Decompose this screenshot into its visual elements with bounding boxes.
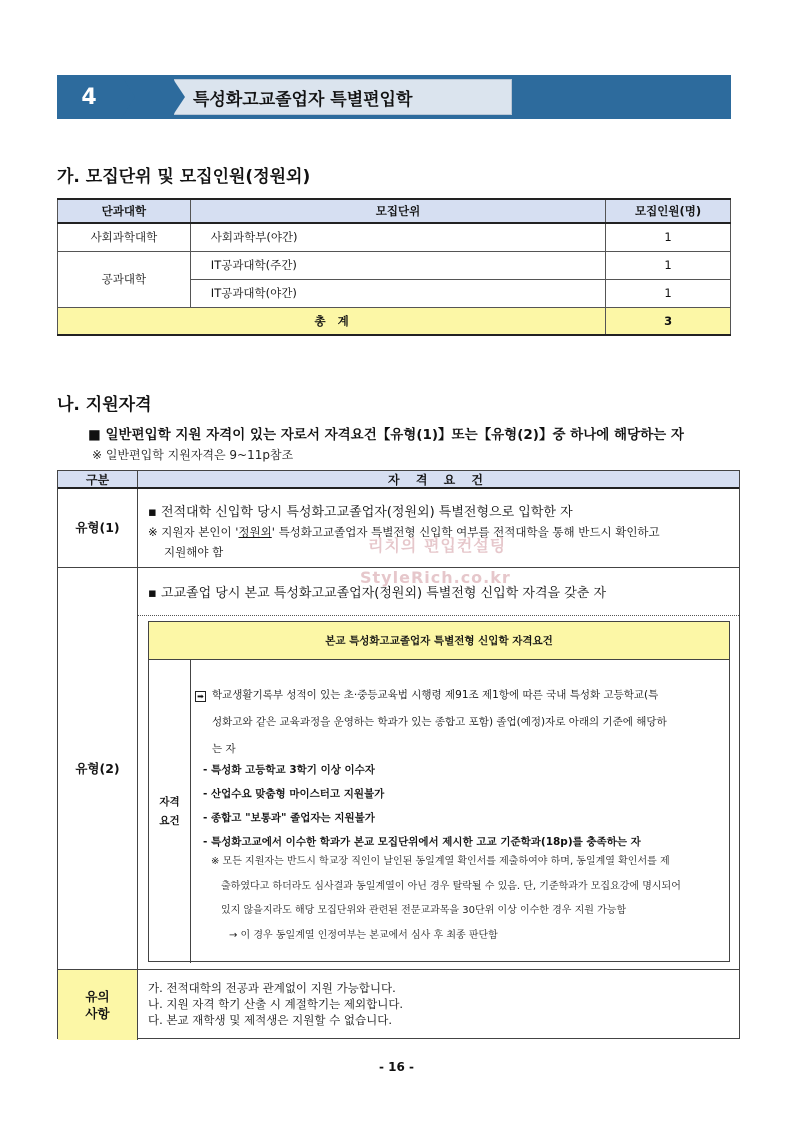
divider xyxy=(138,615,739,616)
requirement-main: ➡ 학교생활기록부 성적이 있는 초·중등교육법 시행령 제91조 제1항에 따른 국내 특성화 고등학교(특 성화고와 같은 교육과정을 운영하는 학과가 있는 종합고 포함) 졸업(예정)자로 아래의 기준에 해당하 는 자 xyxy=(195,682,727,763)
cell-count: 1 xyxy=(606,251,731,279)
cell-unit: 사회과학부(야간) xyxy=(190,223,605,251)
header-category: 구분 xyxy=(58,471,138,487)
list-item: 다. 본교 재학생 및 제적생은 지원할 수 없습니다. xyxy=(148,1013,392,1027)
list-item: - 종합고 "보통과" 졸업자는 지원불가 xyxy=(203,812,375,824)
cell-unit: IT공과대학(야간) xyxy=(190,279,605,307)
eligibility-summary: ■ 일반편입학 지원 자격이 있는 자로서 자격요건【유형(1)】또는【유형(2)】중 하나에 해당하는 자 xyxy=(88,427,684,443)
table-header-row xyxy=(58,199,731,223)
header-requirements: 자 격 요 건 xyxy=(388,473,489,487)
banner-chevron xyxy=(121,75,135,119)
header-college: 단과대학 xyxy=(58,199,191,223)
table-row xyxy=(58,223,731,251)
section-number: 4 xyxy=(81,84,97,110)
header-unit: 모집단위 xyxy=(190,199,605,223)
caution-list xyxy=(148,980,403,1028)
table-header-row xyxy=(58,471,739,489)
type2-label: 유형(2) xyxy=(58,568,138,969)
requirements-title: 본교 특성화고교졸업자 특별전형 신입학 자격요건 xyxy=(149,622,729,660)
type2-main: ▪ 고교졸업 당시 본교 특성화고교졸업자(정원외) 특별전형 신입학 자격을 갖춘 자 xyxy=(148,586,607,601)
caution-label: 유의 사항 xyxy=(58,970,138,1040)
type2-row xyxy=(58,568,739,970)
cell-count: 1 xyxy=(606,279,731,307)
requirements-box xyxy=(148,621,730,962)
cell-count: 1 xyxy=(606,223,731,251)
header-count: 모집인원(명) xyxy=(606,199,731,223)
cell-college: 공과대학 xyxy=(58,251,191,307)
section-title: 특성화고교졸업자 특별편입학 xyxy=(174,79,512,115)
page-number: - 16 - xyxy=(378,1060,414,1074)
cell-college: 사회과학대학 xyxy=(58,223,191,251)
requirement-list xyxy=(203,758,728,854)
caution-row xyxy=(58,970,739,1040)
requirements-label: 자격 요건 xyxy=(149,660,191,963)
type1-note: ※ 지원자 본인이 '정원외' 특성화고교졸업자 특별전형 신입학 여부를 전적대학을 통해 반드시 확인하고 지원해야 함 xyxy=(148,525,660,559)
eligibility-table xyxy=(57,470,740,1039)
watermark-url: StyleRich.co.kr xyxy=(360,568,511,587)
list-item: - 특성화고교에서 이수한 학과가 본교 모집단위에서 제시한 고교 기준학과(18p)를 충족하는 자 xyxy=(203,836,641,848)
type1-row xyxy=(58,489,739,587)
total-row xyxy=(58,307,731,335)
cell-unit: IT공과대학(주간) xyxy=(190,251,605,279)
total-value: 3 xyxy=(606,307,731,335)
list-item: 나. 지원 자격 학기 산출 시 계절학기는 제외합니다. xyxy=(148,997,404,1011)
heading-recruitment: 가. 모집단위 및 모집인원(정원외) xyxy=(57,167,311,187)
recruitment-table xyxy=(57,198,731,336)
heading-eligibility: 나. 지원자격 xyxy=(57,395,152,415)
requirements-body xyxy=(191,660,729,963)
type1-main: ▪ 전적대학 신입학 당시 특성화고교졸업자(정원외) 특별전형으로 입학한 자 xyxy=(148,505,573,520)
list-item: - 산업수요 맞춤형 마이스터고 지원불가 xyxy=(203,788,385,800)
requirement-note: ※ 모든 지원자는 반드시 학교장 직인이 날인된 동일계열 확인서를 제출하여야 하며, 동일계열 확인서를 제 출하였다고 하더라도 심사결과 동일계열이 아닌 경우 탈락될 수 있음. 단, 기준학과가 모집요강에 명시되어 있지 않을지라도 해당 모집단위와 관련된 전문교과목을 30단위 이상 이수한 경우 지원 가능함 → 이 경우 동일계열 인정여부는 본교에서 심사 후 최종 판단함 xyxy=(211,856,681,941)
table-row xyxy=(58,251,731,279)
banner-arrow-icon xyxy=(173,79,185,115)
arrow-box-icon: ➡ xyxy=(195,691,206,702)
list-item: - 특성화 고등학교 3학기 이상 이수자 xyxy=(203,764,375,776)
total-label: 총 계 xyxy=(58,307,606,335)
section-banner xyxy=(57,75,731,119)
eligibility-note: ※ 일반편입학 지원자격은 9~11p참조 xyxy=(92,448,294,462)
watermark-text: 리치의 편입컨설팅 xyxy=(368,536,507,555)
list-item: 가. 전적대학의 전공과 관계없이 지원 가능합니다. xyxy=(148,981,396,995)
type1-label: 유형(1) xyxy=(58,489,138,567)
